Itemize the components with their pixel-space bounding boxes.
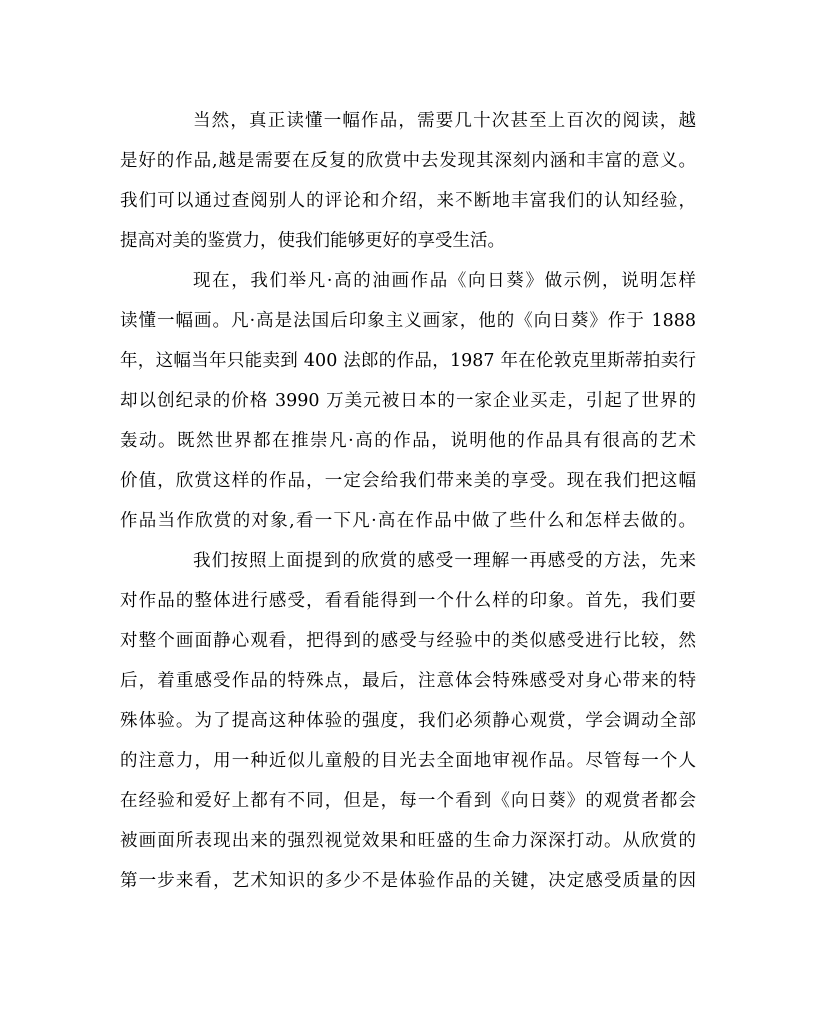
text-line: 当然，真正读懂一幅作品，需要几十次甚至上百次的阅读，越 bbox=[193, 111, 696, 131]
text-line: 提高对美的鉴赏力，使我们能够更好的享受生活。 bbox=[120, 231, 505, 251]
text-line: 我们按照上面提到的欣赏的感受一理解一再感受的方法，先来 bbox=[193, 551, 696, 571]
text-line: 价值，欣赏这样的作品，一定会给我们带来美的享受。现在我们把这幅 bbox=[120, 471, 696, 491]
text-line: 在经验和爱好上都有不同，但是，每一个看到《向日葵》的观赏者都会 bbox=[120, 791, 696, 811]
text-line: 的注意力，用一种近似儿童般的目光去全面地审视作品。尽管每一个人 bbox=[120, 751, 696, 771]
text-line: 却以创纪录的价格 3990 万美元被日本的一家企业买走，引起了世界的 bbox=[120, 391, 696, 411]
text-line: 对作品的整体进行感受，看看能得到一个什么样的印象。首先，我们要 bbox=[120, 591, 696, 611]
text-line: 对整个画面静心观看，把得到的感受与经验中的类似感受进行比较，然 bbox=[120, 631, 696, 651]
text-line: 是好的作品,越是需要在反复的欣赏中去发现其深刻内涵和丰富的意义。 bbox=[120, 151, 696, 171]
paragraph-3 bbox=[120, 541, 696, 901]
text-line: 年，这幅当年只能卖到 400 法郎的作品，1987 年在伦敦克里斯蒂拍卖行 bbox=[120, 351, 696, 371]
text-line: 轰动。既然世界都在推崇凡·高的作品，说明他的作品具有很高的艺术 bbox=[120, 431, 696, 451]
text-line: 第一步来看，艺术知识的多少不是体验作品的关键，决定感受质量的因 bbox=[120, 871, 696, 891]
text-line: 现在，我们举凡·高的油画作品《向日葵》做示例，说明怎样 bbox=[193, 271, 696, 291]
text-line: 作品当作欣赏的对象,看一下凡·高在作品中做了些什么和怎样去做的。 bbox=[120, 511, 696, 531]
text-line: 后，着重感受作品的特殊点，最后，注意体会特殊感受对身心带来的特 bbox=[120, 671, 696, 691]
text-line: 被画面所表现出来的强烈视觉效果和旺盛的生命力深深打动。从欣赏的 bbox=[120, 831, 696, 851]
text-line: 读懂一幅画。凡·高是法国后印象主义画家，他的《向日葵》作于 1888 bbox=[120, 311, 696, 331]
text-line: 殊体验。为了提高这种体验的强度，我们必须静心观赏，学会调动全部 bbox=[120, 711, 696, 731]
paragraph-2 bbox=[120, 261, 696, 541]
paragraph-1 bbox=[120, 101, 696, 261]
text-line: 我们可以通过查阅别人的评论和介绍，来不断地丰富我们的认知经验， bbox=[120, 191, 696, 211]
document-body bbox=[120, 101, 696, 901]
